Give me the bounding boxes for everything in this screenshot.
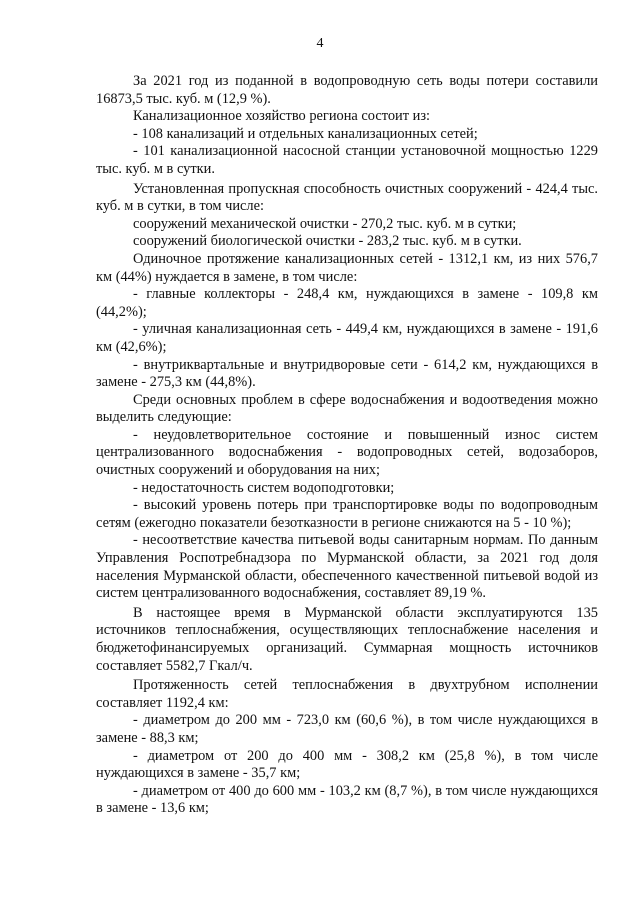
list-item-diameter-up-to-200: - диаметром до 200 мм - 723,0 км (60,6 %), в том числе нуждающихся в замене - 88,3 км; — [96, 712, 598, 746]
paragraph-water-losses: За 2021 год из поданной в водопроводную сеть воды потери составили 16873,5 тыс. куб. м (12,9 %). — [96, 73, 598, 107]
list-item-street-sewer: - уличная канализационная сеть - 449,4 км, нуждающихся в замене - 191,6 км (42,6%); — [96, 321, 598, 355]
paragraph-heat-sources: В настоящее время в Мурманской области эксплуатируются 135 источников теплоснабжения, осуществляющих теплоснабжение населения и бюджетофинансируемых организаций. Суммарная мощность источников составляет 5582,7 Гкал/ч. — [96, 604, 598, 674]
list-item-pump-stations: - 101 канализационной насосной станции установочной мощностью 1229 тыс. куб. м в сутки. — [96, 143, 598, 177]
paragraph-treatment-capacity: Установленная пропускная способность очистных сооружений - 424,4 тыс. куб. м в сутки, в том числе: — [96, 180, 598, 215]
list-item-problem-water-quality: - несоответствие качества питьевой воды санитарным нормам. По данным Управления Роспотребнадзора по Мурманской области, за 2021 год доля населения Мурманской области, обеспеченного качественной питьевой водой из систем централизованного водоснабжения, составляет 89,19 %. — [96, 532, 598, 602]
list-item-problem-losses: - высокий уровень потерь при транспортировке воды по водопроводным сетям (ежегодно показатели безотказности в регионе снижаются на 5 - 10 %); — [96, 497, 598, 531]
paragraph-main-problems: Среди основных проблем в сфере водоснабжения и водоотведения можно выделить следующие: — [96, 391, 598, 426]
list-item-intra-block-networks: - внутриквартальные и внутридворовые сети - 614,2 км, нуждающихся в замене - 275,3 км (44,8%). — [96, 356, 598, 391]
document-body — [96, 73, 598, 818]
list-item-sewerage-networks: - 108 канализаций и отдельных канализационных сетей; — [133, 125, 478, 142]
list-item-biological-treatment: сооружений биологической очистки - 283,2 тыс. куб. м в сутки. — [133, 233, 522, 250]
list-item-problem-wear: - неудовлетворительное состояние и повышенный износ систем централизованного водоснабжения - водопроводных сетей, водозаборов, очистных сооружений и оборудования на них; — [96, 426, 598, 479]
list-item-diameter-400-600: - диаметром от 400 до 600 мм - 103,2 км (8,7 %), в том числе нуждающихся в замене - 13,6 км; — [96, 782, 598, 817]
list-item-main-collectors: - главные коллекторы - 248,4 км, нуждающихся в замене - 109,8 км (44,2%); — [96, 286, 598, 320]
paragraph-sewerage-intro: Канализационное хозяйство региона состоит из: — [133, 108, 430, 125]
list-item-diameter-200-400: - диаметром от 200 до 400 мм - 308,2 км (25,8 %), в том числе нуждающихся в замене - 35,7 км; — [96, 747, 598, 782]
paragraph-sewer-length: Одиночное протяжение канализационных сетей - 1312,1 км, из них 576,7 км (44%) нуждается в замене, в том числе: — [96, 250, 598, 285]
list-item-mechanical-treatment: сооружений механической очистки - 270,2 тыс. куб. м в сутки; — [133, 215, 517, 232]
list-item-problem-water-prep: - недостаточность систем водоподготовки; — [133, 479, 395, 496]
paragraph-heat-network-length: Протяженность сетей теплоснабжения в двухтрубном исполнении составляет 1192,4 км: — [96, 677, 598, 711]
page-number: 4 — [316, 36, 324, 51]
